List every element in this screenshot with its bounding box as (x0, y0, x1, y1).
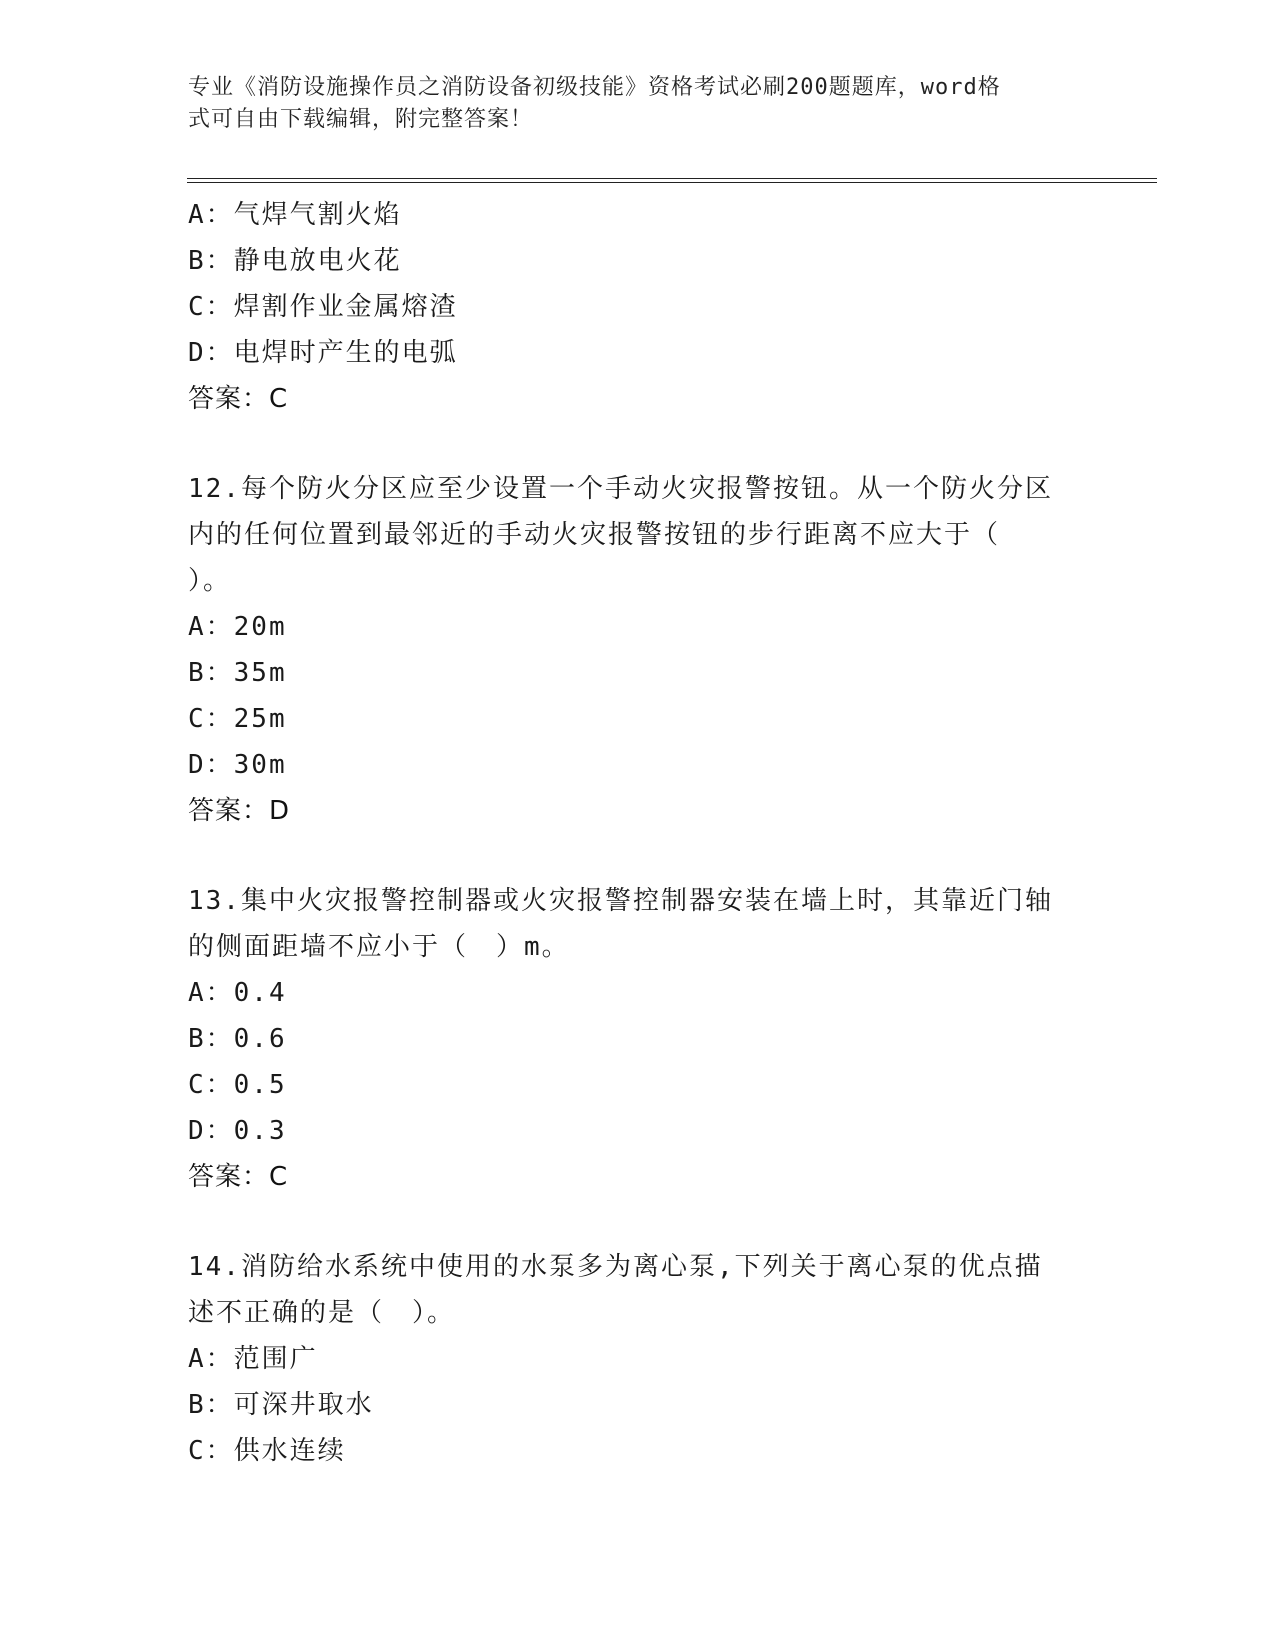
option-d: D：0.3 (188, 1116, 287, 1146)
spacer (188, 1200, 1088, 1244)
answer: 答案：C (188, 1162, 289, 1192)
document-header (188, 72, 1068, 136)
option-c: C：25m (188, 704, 287, 734)
option-c: C：供水连续 (188, 1436, 346, 1466)
option-c: C：焊割作业金属熔渣 (188, 292, 458, 322)
answer: 答案：C (188, 384, 289, 414)
option-d: D：电焊时产生的电弧 (188, 338, 458, 368)
header-line-1: 专业《消防设施操作员之消防设备初级技能》资格考试必刷200题题库，word格 (188, 75, 1001, 100)
option-b: B：可深井取水 (188, 1390, 374, 1420)
header-line-2: 式可自由下载编辑，附完整答案！ (188, 107, 534, 132)
question-text: 13.集中火灾报警控制器或火灾报警控制器安装在墙上时，其靠近门轴 (188, 886, 1053, 916)
question-text: ）。 (188, 566, 232, 596)
option-b: B：静电放电火花 (188, 246, 402, 276)
header-divider (187, 178, 1157, 183)
question-text: 内的任何位置到最邻近的手动火灾报警按钮的步行距离不应大于（ (188, 520, 1001, 550)
option-a: A：范围广 (188, 1344, 318, 1374)
question-text: 述不正确的是（ ）。 (188, 1298, 456, 1328)
question-13 (188, 878, 1088, 1200)
option-a: A：0.4 (188, 978, 287, 1008)
question-12 (188, 466, 1088, 834)
option-b: B：35m (188, 658, 287, 688)
question-list (188, 192, 1088, 1474)
spacer (188, 834, 1088, 878)
question-11 (188, 192, 1088, 422)
question-text: 14.消防给水系统中使用的水泵多为离心泵,下列关于离心泵的优点描 (188, 1252, 1043, 1282)
question-text: 12.每个防火分区应至少设置一个手动火灾报警按钮。从一个防火分区 (188, 474, 1053, 504)
answer: 答案：D (188, 796, 291, 826)
option-a: A：气焊气割火焰 (188, 200, 402, 230)
question-14 (188, 1244, 1088, 1474)
spacer (188, 422, 1088, 466)
option-c: C：0.5 (188, 1070, 287, 1100)
question-text: 的侧面距墙不应小于（ ）m。 (188, 932, 570, 962)
option-d: D：30m (188, 750, 287, 780)
option-b: B：0.6 (188, 1024, 287, 1054)
option-a: A：20m (188, 612, 287, 642)
